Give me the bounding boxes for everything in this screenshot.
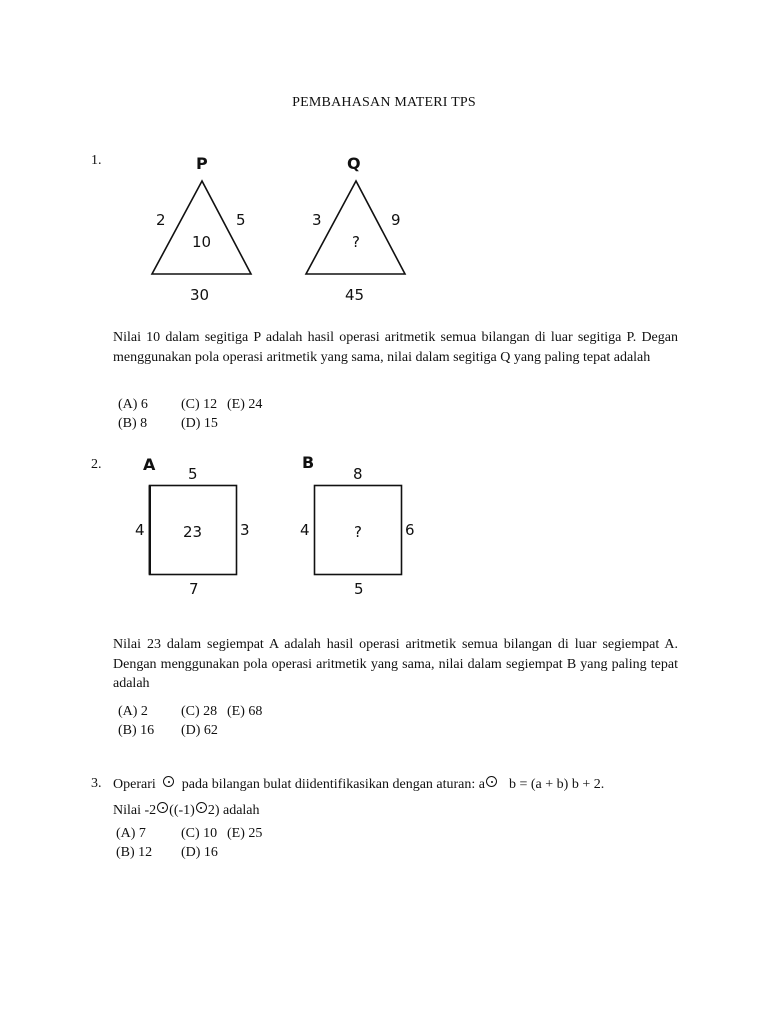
triangle-p-right-number: 5: [236, 211, 246, 229]
q2-option-b: (B) 16: [118, 723, 155, 738]
q3-definition-part-2: pada bilangan bulat diidentifikasikan dengan aturan: a: [181, 777, 485, 792]
triangle-q-left-number: 3: [312, 211, 322, 229]
square-b-top-number: 8: [353, 465, 363, 483]
q1-option-b: (B) 8: [118, 416, 148, 431]
q1-option-c: (C) 12: [181, 397, 218, 412]
q1-option-a: (A) 6: [118, 397, 148, 412]
square-b-right-number: 6: [405, 521, 415, 539]
question-2-number: 2.: [91, 457, 102, 472]
question-1-text: Nilai 10 dalam segitiga P adalah hasil operasi aritmetik semua bilangan di luar segitiga P. Degan menggunakan pola operasi aritmetik yang sama, nilai dalam segitiga Q yang paling tepat adalah: [113, 330, 678, 365]
square-b-bottom-number: 5: [354, 580, 364, 598]
question-3-definition: [113, 776, 604, 793]
q3-option-d: (D) 16: [181, 845, 218, 860]
q1-option-e: (E) 24: [227, 397, 263, 412]
q2-option-a: (A) 2: [118, 704, 148, 719]
square-a-left-number: 4: [135, 521, 145, 539]
circled-dot-operator-icon: [486, 776, 497, 787]
q3-expression-part-1: Nilai -2: [113, 803, 157, 818]
triangle-q-right-number: 9: [391, 211, 401, 229]
question-1-number: 1.: [91, 153, 102, 168]
q2-option-c: (C) 28: [181, 704, 218, 719]
triangle-p-center-number: 10: [192, 233, 212, 251]
square-a-label: A: [143, 455, 156, 474]
square-a-right-number: 3: [240, 521, 250, 539]
square-b-label: B: [302, 453, 315, 472]
circled-dot-operator-icon: [157, 802, 168, 813]
circled-dot-operator-icon: [196, 802, 207, 813]
q3-definition-part-3: b = (a + b) b + 2.: [509, 777, 605, 792]
q3-option-e: (E) 25: [227, 826, 263, 841]
q2-option-d: (D) 62: [181, 723, 218, 738]
square-a-top-number: 5: [188, 465, 198, 483]
square-b-center-number: ?: [354, 523, 362, 541]
q3-option-c: (C) 10: [181, 826, 218, 841]
q2-option-e: (E) 68: [227, 704, 263, 719]
triangle-q-bottom-number: 45: [345, 286, 365, 304]
q3-definition-part-1: Operari: [113, 777, 156, 792]
triangle-p-bottom-number: 30: [190, 286, 210, 304]
q3-option-b: (B) 12: [116, 845, 153, 860]
square-a-center-number: 23: [183, 523, 203, 541]
question-2-text: Nilai 23 dalam segiempat A adalah hasil operasi aritmetik semua bilangan di luar segiempat A. Dengan menggunakan pola operasi aritmetik yang sama, nilai dalam segiempat B yang paling tepat adalah: [113, 637, 678, 691]
square-a-bottom-number: 7: [189, 580, 199, 598]
triangle-p-label: P: [196, 154, 208, 173]
q3-expression-part-2: ((-1): [169, 803, 195, 818]
q1-option-d: (D) 15: [181, 416, 218, 431]
triangle-p-left-number: 2: [156, 211, 166, 229]
square-b-left-number: 4: [300, 521, 310, 539]
question-3-expression: [113, 802, 260, 819]
q3-expression-part-3: 2) adalah: [207, 803, 260, 818]
circled-dot-operator-icon: [163, 776, 174, 787]
triangle-q-center-number: ?: [352, 233, 360, 251]
q3-option-a: (A) 7: [116, 826, 146, 841]
triangle-q-label: Q: [347, 154, 361, 173]
question-3-number: 3.: [91, 776, 102, 791]
page-title: PEMBAHASAN MATERI TPS: [292, 95, 476, 110]
